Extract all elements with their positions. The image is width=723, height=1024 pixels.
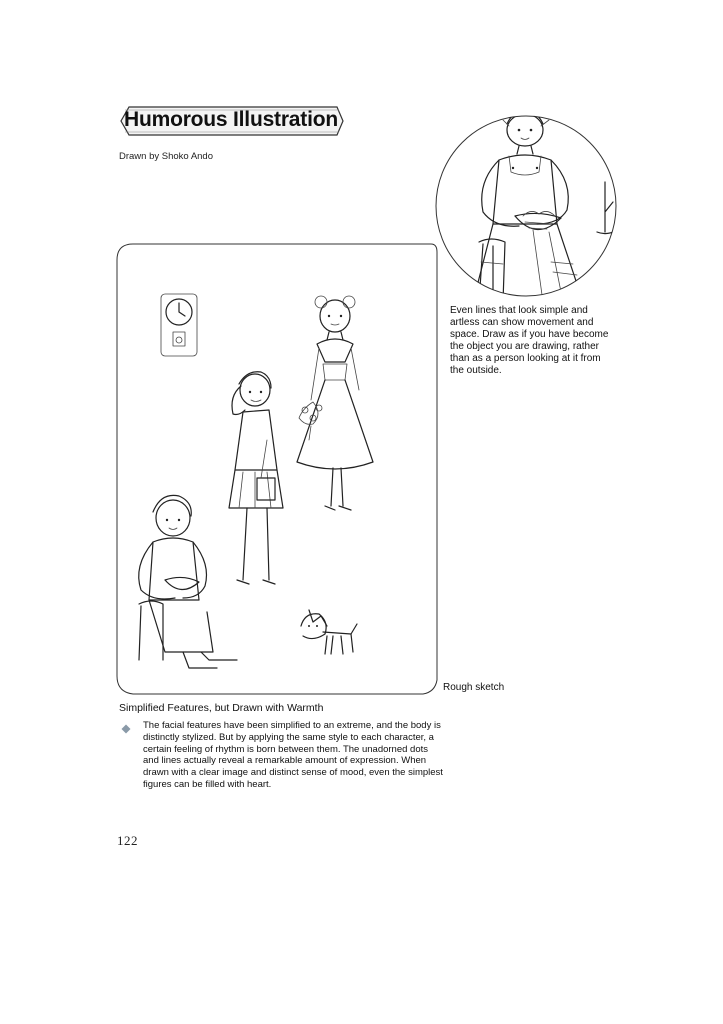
rough-sketch-panel	[113, 240, 438, 695]
illustrator-credit: Drawn by Shoko Ando	[119, 151, 214, 162]
page-number: 122	[117, 833, 138, 848]
side-caption: Even lines that look simple and artless can show movement and space. Draw as if you have become the object you are drawing, rather than as a person looking at it from the outside.	[450, 305, 609, 376]
closeup-drawing	[433, 112, 618, 302]
rough-sketch-label: Rough sketch	[443, 682, 505, 693]
diamond-bullet-icon	[121, 721, 131, 731]
section-heading: Simplified Features, but Drawn with Warmth	[119, 702, 324, 714]
rough-sketch-drawing	[113, 240, 438, 695]
page-title: Humorous Illustration	[124, 108, 338, 131]
title-banner	[117, 103, 345, 139]
section-body: The facial features have been simplified to an extreme, and the body is distinctly stylized. But by applying the same style to each character, a certain feeling of rhythm is born between them. The unadorned dots and lines actually reveal a remarkable amount of expression. When drawn with a clear image and distinct sense of mood, even the simplest figures can be filled with heart.	[143, 720, 443, 790]
closeup-illustration	[433, 112, 618, 302]
